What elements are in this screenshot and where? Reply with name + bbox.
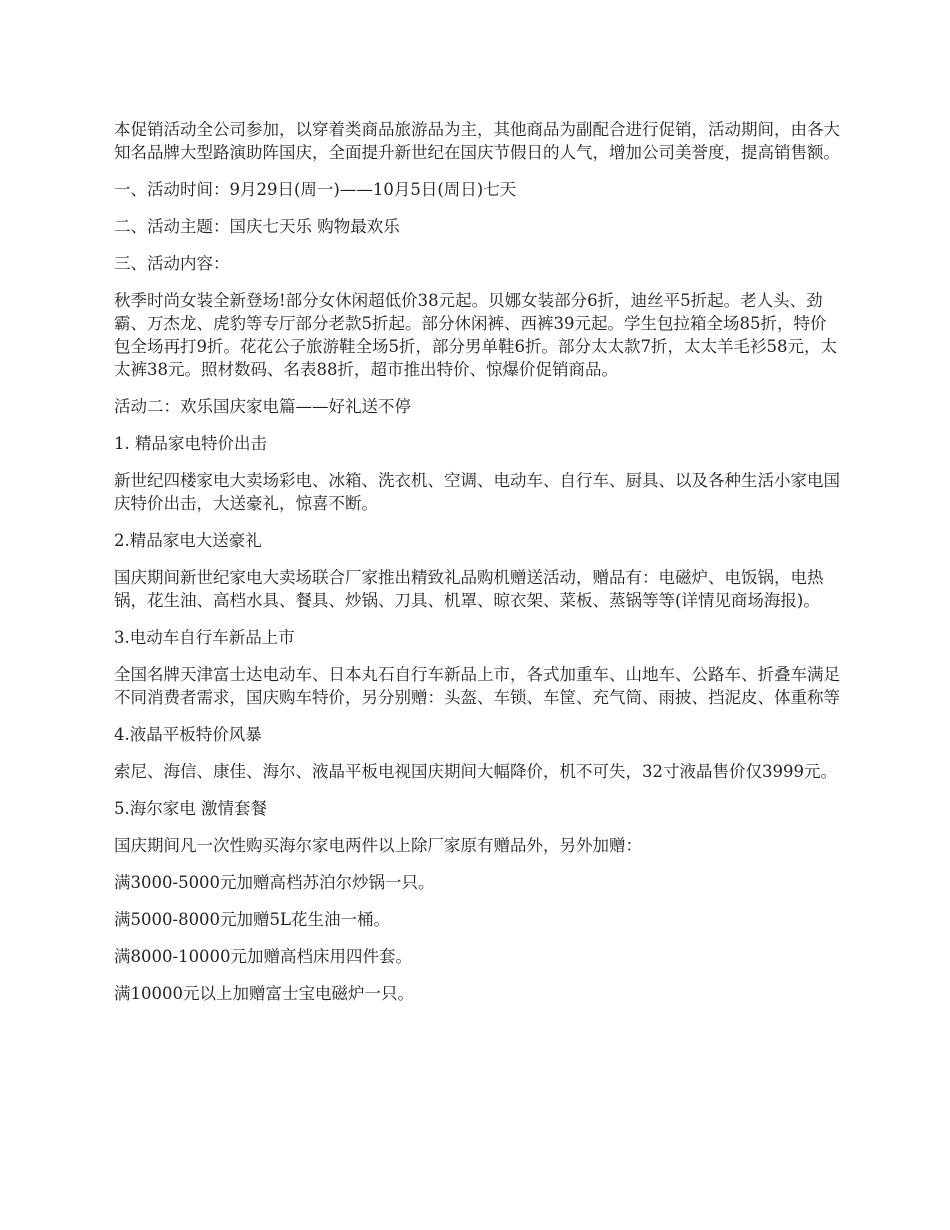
activity-two-heading: 活动二：欢乐国庆家电篇——好礼送不停 [114,397,411,416]
gift-tier-3: 满8000-10000元加赠高档床用四件套。 [114,947,413,966]
event-content-heading: 三、活动内容： [114,254,230,273]
event-time-heading: 一、活动时间：9月29日(周一)——10月5日(周日)七天 [114,180,517,199]
apparel-promo-paragraph: 秋季时尚女装全新登场!部分女休闲超低价38元起。贝娜女装部分6折，迪丝平5折起。老人头、劲霸、万杰龙、虎豹等专厅部分老款5折起。部分休闲裤、西裤39元起。学生包拉箱全场85折，特价包全场再打9折。花花公子旅游鞋全场5折，部分男单鞋6折。部分太太款7折，太太羊毛衫58元，太太裤38元。照材数码、名表88折，超市推出特价、惊爆价促销商品。 [114,291,837,379]
section-1-heading: 1. 精品家电特价出击 [114,434,267,453]
section-4-heading: 4.液晶平板特价风暴 [114,725,262,744]
gift-tier-1: 满3000-5000元加赠高档苏泊尔炒锅一只。 [114,873,435,892]
section-2-heading: 2.精品家电大送豪礼 [114,531,262,550]
gift-tier-2: 满5000-8000元加赠5L花生油一桶。 [114,910,391,929]
section-1-paragraph: 新世纪四楼家电大卖场彩电、冰箱、洗衣机、空调、电动车、自行车、厨具、以及各种生活小家电国庆特价出击，大送豪礼，惊喜不断。 [114,471,840,513]
section-4-paragraph: 索尼、海信、康佳、海尔、液晶平板电视国庆期间大幅降价，机不可失，32寸液晶售价仅3999元。 [114,762,837,781]
section-2-paragraph: 国庆期间新世纪家电大卖场联合厂家推出精致礼品购机赠送活动，赠品有：电磁炉、电饭锅，电热锅，花生油、高档水具、餐具、炒锅、刀具、机罩、晾衣架、菜板、蒸锅等等(详情见商场海报)。 [114,568,824,610]
section-3-heading: 3.电动车自行车新品上市 [114,628,295,647]
section-3-paragraph: 全国名牌天津富士达电动车、日本丸石自行车新品上市，各式加重车、山地车、公路车、折叠车满足不同消费者需求，国庆购车特价，另分别赠：头盔、车锁、车筐、充气筒、雨披、挡泥皮、体重称等 [114,665,840,707]
section-5-paragraph: 国庆期间凡一次性购买海尔家电两件以上除厂家原有赠品外，另外加赠： [114,836,642,855]
section-5-heading: 5.海尔家电 激情套餐 [114,799,267,818]
intro-paragraph: 本促销活动全公司参加，以穿着类商品旅游品为主，其他商品为副配合进行促销，活动期间，由各大知名品牌大型路演助阵国庆，全面提升新世纪在国庆节假日的人气，增加公司美誉度，提高销售额。 [114,120,840,162]
document-body [114,118,840,1019]
gift-tier-4: 满10000元以上加赠富士宝电磁炉一只。 [114,984,414,1003]
event-theme-heading: 二、活动主题：国庆七天乐 购物最欢乐 [114,217,400,236]
